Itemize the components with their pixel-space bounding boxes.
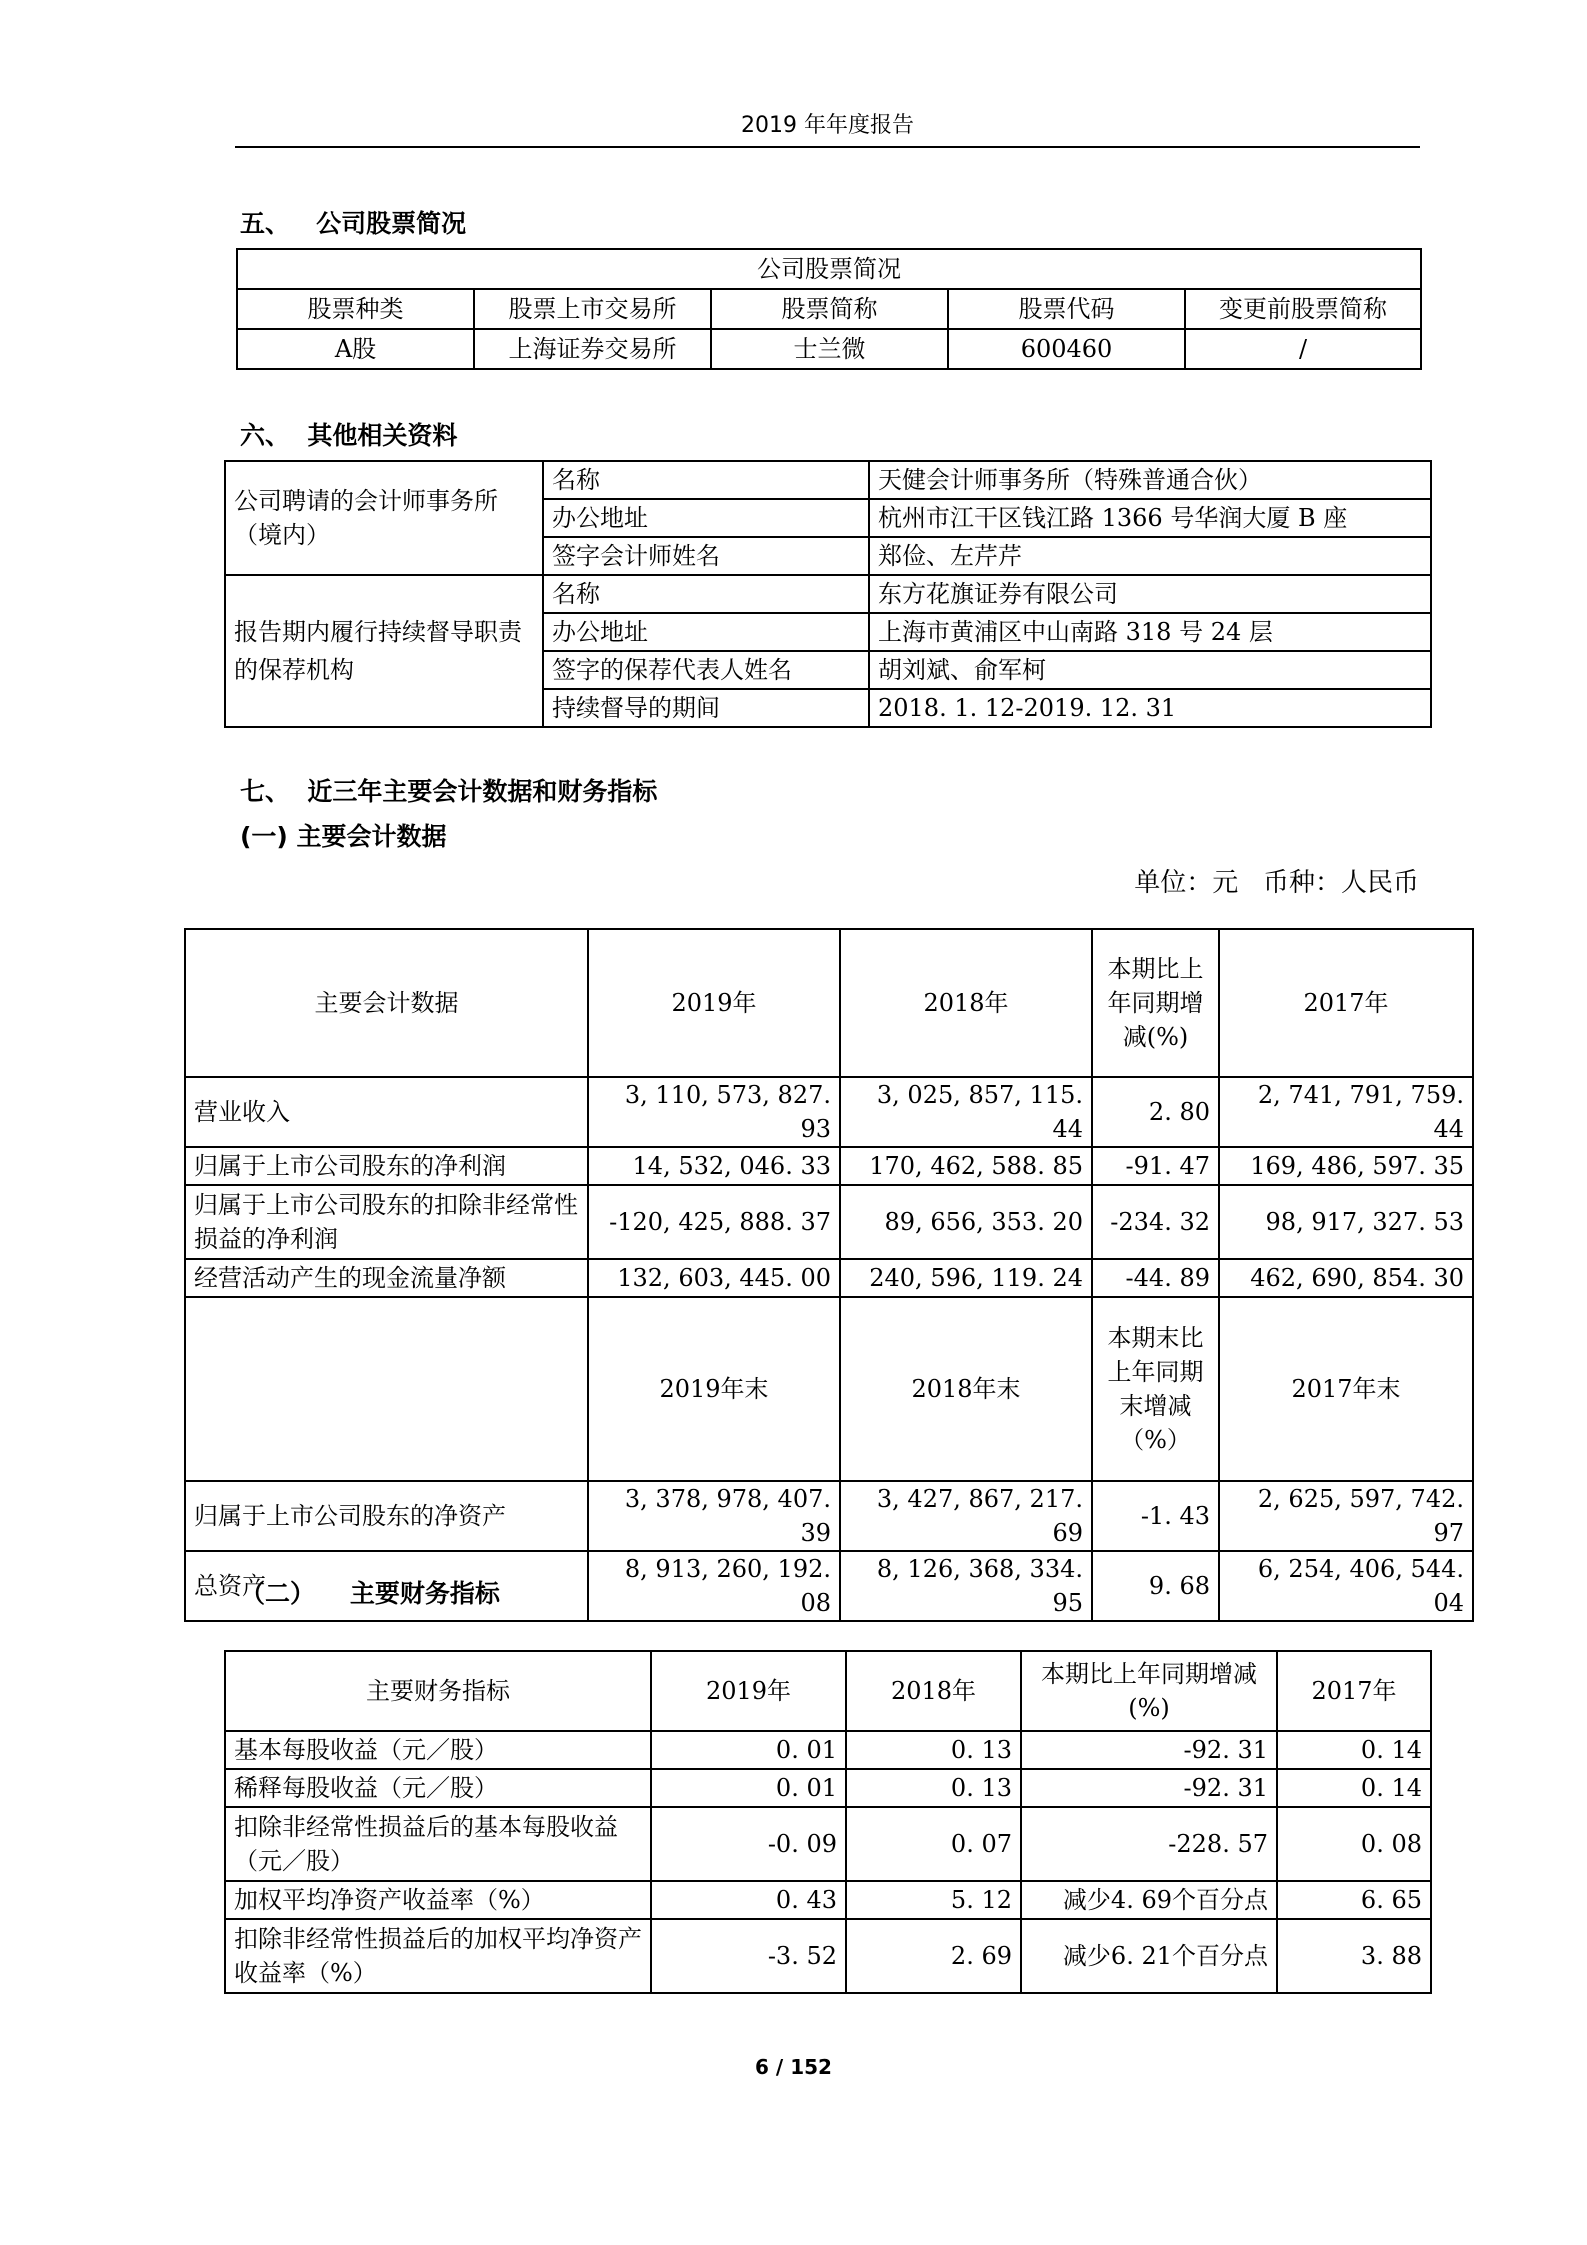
info-value: 胡刘斌、俞军柯	[869, 651, 1431, 689]
acc-row-label: 营业收入	[185, 1077, 588, 1147]
fin-cell: 6. 65	[1277, 1881, 1431, 1919]
stock-info-table	[236, 248, 1422, 370]
acc-cell: 2. 80	[1092, 1077, 1219, 1147]
acc-header-cell: 本期末比上年同期末增减（%）	[1092, 1297, 1219, 1481]
info-key: 名称	[543, 575, 869, 613]
info-key: 办公地址	[543, 613, 869, 651]
fin-cell: 减少6. 21个百分点	[1021, 1919, 1277, 1993]
fin-header-cell: 主要财务指标	[225, 1651, 651, 1731]
info-value: 郑俭、左芹芹	[869, 537, 1431, 575]
acc-cell: 89, 656, 353. 20	[840, 1185, 1092, 1259]
acc-header-cell: 2017年	[1219, 929, 1473, 1077]
fin-header-cell: 2018年	[846, 1651, 1021, 1731]
fin-row-label: 稀释每股收益（元／股）	[225, 1769, 651, 1807]
fin-cell: 2. 69	[846, 1919, 1021, 1993]
header-rule	[235, 146, 1420, 148]
acc-header-cell: 本期比上年同期增减(%)	[1092, 929, 1219, 1077]
acc-cell: 6, 254, 406, 544. 04	[1219, 1551, 1473, 1621]
fin-cell: 0. 01	[651, 1731, 846, 1769]
acc-cell: 3, 378, 978, 407. 39	[588, 1481, 840, 1551]
stock-table-title: 公司股票简况	[237, 249, 1421, 289]
fin-cell: 0. 43	[651, 1881, 846, 1919]
acc-cell: 462, 690, 854. 30	[1219, 1259, 1473, 1297]
fin-header-cell: 本期比上年同期增减(%)	[1021, 1651, 1277, 1731]
fin-row-label: 扣除非经常性损益后的加权平均净资产收益率（%）	[225, 1919, 651, 1993]
stock-col-header: 股票代码	[948, 289, 1185, 329]
accounting-data-table	[184, 928, 1474, 1622]
fin-cell: 5. 12	[846, 1881, 1021, 1919]
stock-col-header: 股票简称	[711, 289, 948, 329]
fin-cell: -92. 31	[1021, 1769, 1277, 1807]
fin-row-label: 基本每股收益（元／股）	[225, 1731, 651, 1769]
acc-cell: 3, 427, 867, 217. 69	[840, 1481, 1092, 1551]
stock-cell: 士兰微	[711, 329, 948, 369]
acc-header-cell: 2017年末	[1219, 1297, 1473, 1481]
acc-cell: -1. 43	[1092, 1481, 1219, 1551]
fin-cell: -92. 31	[1021, 1731, 1277, 1769]
stock-col-header: 股票种类	[237, 289, 474, 329]
info-value: 杭州市江干区钱江路 1366 号华润大厦 B 座	[869, 499, 1431, 537]
acc-row-label: 经营活动产生的现金流量净额	[185, 1259, 588, 1297]
fin-cell: -0. 09	[651, 1807, 846, 1881]
acc-cell: -44. 89	[1092, 1259, 1219, 1297]
page-number: 6 / 152	[755, 2055, 832, 2079]
acc-cell: 9. 68	[1092, 1551, 1219, 1621]
section-5-heading: 五、 公司股票简况	[240, 209, 467, 238]
acc-cell: 14, 532, 046. 33	[588, 1147, 840, 1185]
acc-cell: -120, 425, 888. 37	[588, 1185, 840, 1259]
acc-header-cell: 2018年	[840, 929, 1092, 1077]
info-value: 东方花旗证券有限公司	[869, 575, 1431, 613]
auditor-label: 公司聘请的会计师事务所（境内）	[225, 461, 543, 575]
unit-currency-note: 单位：元 币种：人民币	[1134, 868, 1419, 898]
acc-cell: 2, 625, 597, 742. 97	[1219, 1481, 1473, 1551]
fin-cell: -228. 57	[1021, 1807, 1277, 1881]
info-key: 名称	[543, 461, 869, 499]
acc-cell: 2, 741, 791, 759. 44	[1219, 1077, 1473, 1147]
stock-cell: 600460	[948, 329, 1185, 369]
acc-cell: 132, 603, 445. 00	[588, 1259, 840, 1297]
acc-header-cell	[185, 1297, 588, 1481]
section-6-heading: 六、 其他相关资料	[240, 421, 458, 450]
acc-cell: 8, 913, 260, 192. 08	[588, 1551, 840, 1621]
acc-cell: 8, 126, 368, 334. 95	[840, 1551, 1092, 1621]
acc-header-cell: 2018年末	[840, 1297, 1092, 1481]
fin-cell: 0. 01	[651, 1769, 846, 1807]
info-key: 办公地址	[543, 499, 869, 537]
info-key: 签字会计师姓名	[543, 537, 869, 575]
info-value: 2018. 1. 12-2019. 12. 31	[869, 689, 1431, 727]
fin-cell: 0. 07	[846, 1807, 1021, 1881]
acc-row-label: 归属于上市公司股东的净资产	[185, 1481, 588, 1551]
fin-cell: 0. 14	[1277, 1769, 1431, 1807]
acc-row-label: 归属于上市公司股东的净利润	[185, 1147, 588, 1185]
fin-cell: 0. 13	[846, 1769, 1021, 1807]
acc-cell: 169, 486, 597. 35	[1219, 1147, 1473, 1185]
acc-cell: -234. 32	[1092, 1185, 1219, 1259]
acc-cell: 240, 596, 119. 24	[840, 1259, 1092, 1297]
page-header-title: 2019 年年度报告	[741, 113, 914, 138]
acc-cell: 98, 917, 327. 53	[1219, 1185, 1473, 1259]
fin-header-cell: 2017年	[1277, 1651, 1431, 1731]
section-7-sub1-heading: (一) 主要会计数据	[240, 822, 447, 851]
info-value: 天健会计师事务所（特殊普通合伙）	[869, 461, 1431, 499]
acc-header-cell: 2019年末	[588, 1297, 840, 1481]
acc-cell: 3, 110, 573, 827. 93	[588, 1077, 840, 1147]
fin-header-cell: 2019年	[651, 1651, 846, 1731]
info-key: 持续督导的期间	[543, 689, 869, 727]
acc-row-label: 归属于上市公司股东的扣除非经常性损益的净利润	[185, 1185, 588, 1259]
acc-row-label: 总资产	[185, 1551, 588, 1621]
stock-cell: 上海证券交易所	[474, 329, 711, 369]
fin-cell: -3. 52	[651, 1919, 846, 1993]
fin-cell: 减少4. 69个百分点	[1021, 1881, 1277, 1919]
acc-header-cell: 主要会计数据	[185, 929, 588, 1077]
stock-cell: /	[1185, 329, 1421, 369]
fin-cell: 0. 14	[1277, 1731, 1431, 1769]
fin-row-label: 加权平均净资产收益率（%）	[225, 1881, 651, 1919]
sponsor-label: 报告期内履行持续督导职责的保荐机构	[225, 575, 543, 727]
acc-cell: 170, 462, 588. 85	[840, 1147, 1092, 1185]
fin-row-label: 扣除非经常性损益后的基本每股收益（元／股）	[225, 1807, 651, 1881]
acc-cell: 3, 025, 857, 115. 44	[840, 1077, 1092, 1147]
stock-col-header: 变更前股票简称	[1185, 289, 1421, 329]
section-7-sub2-heading: （二） 主要财务指标	[240, 1579, 500, 1608]
fin-cell: 0. 08	[1277, 1807, 1431, 1881]
info-key: 签字的保荐代表人姓名	[543, 651, 869, 689]
stock-col-header: 股票上市交易所	[474, 289, 711, 329]
stock-cell: A股	[237, 329, 474, 369]
fin-cell: 3. 88	[1277, 1919, 1431, 1993]
related-info-table	[224, 460, 1432, 728]
financial-indicators-table	[224, 1650, 1432, 1994]
acc-cell: -91. 47	[1092, 1147, 1219, 1185]
fin-cell: 0. 13	[846, 1731, 1021, 1769]
info-value: 上海市黄浦区中山南路 318 号 24 层	[869, 613, 1431, 651]
acc-header-cell: 2019年	[588, 929, 840, 1077]
section-7-heading: 七、 近三年主要会计数据和财务指标	[240, 777, 658, 806]
